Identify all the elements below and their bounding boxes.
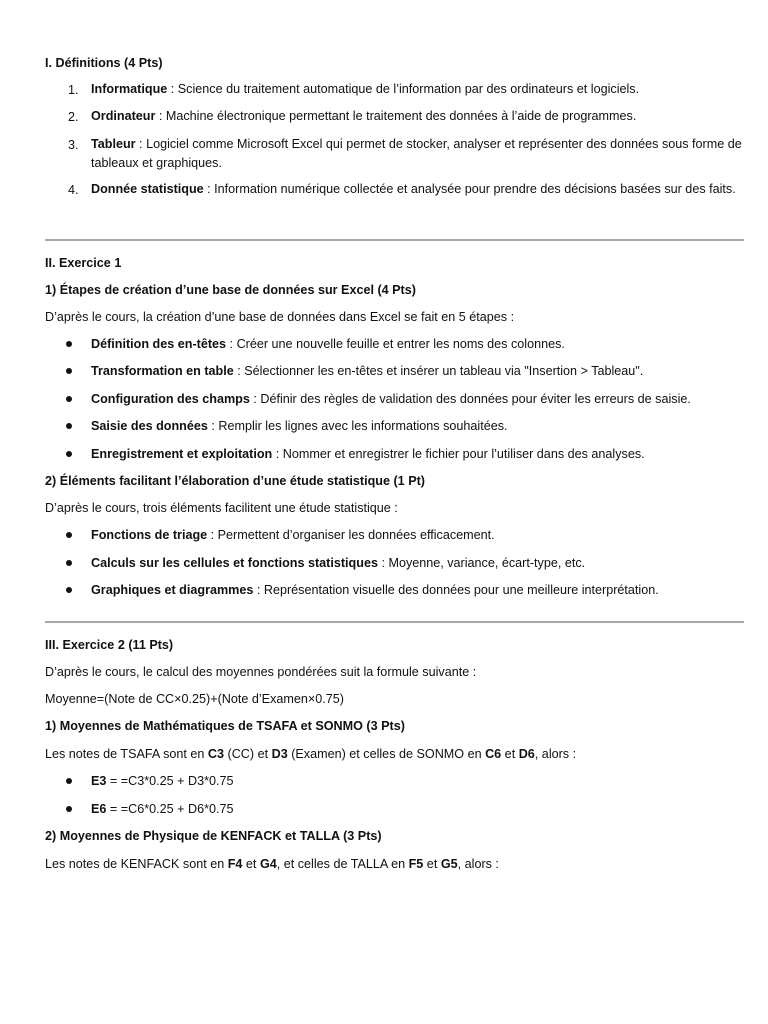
definition-text: Machine électronique permettant le traitement des données à l’aide de programmes. [165, 109, 637, 123]
bullet-dot [66, 423, 72, 429]
list-item: Saisie des données : Remplir les lignes avec les informations souhaitées. [91, 419, 508, 433]
section-title-definitions: I. Définitions (4 Pts) [45, 56, 163, 70]
bullet-dot [66, 532, 72, 538]
section-divider [45, 621, 744, 623]
formula-text: Moyenne=(Note de CC×0.25)+(Note d’Examen×0.75) [45, 692, 344, 706]
question-title: 1) Étapes de création d’une base de données sur Excel (4 Pts) [45, 283, 416, 297]
bullet-dot [66, 451, 72, 457]
formula-item: E3 = =C3*0.25 + D3*0.75 [91, 774, 234, 788]
question-title: 1) Moyennes de Mathématiques de TSAFA et SONMO (3 Pts) [45, 719, 405, 733]
definition-item: Donnée statistique : Information numérique collectée et analysée pour prendre des décisions basées sur des faits. [91, 182, 736, 196]
bullet-dot [66, 587, 72, 593]
definition-number: 3. [68, 138, 79, 152]
question-intro: Les notes de KENFACK sont en F4 et G4, et celles de TALLA en F5 et G5, alors : [45, 857, 499, 871]
definition-number: 1. [68, 83, 79, 97]
list-item: Enregistrement et exploitation : Nommer et enregistrer le fichier pour l’utiliser dans des analyses. [91, 447, 645, 461]
bullet-dot [66, 396, 72, 402]
question-intro: Les notes de TSAFA sont en C3 (CC) et D3 (Examen) et celles de SONMO en C6 et D6, alors : [45, 747, 577, 761]
definition-item: Informatique : Science du traitement automatique de l’information par des ordinateurs et logiciels. [91, 82, 640, 96]
definition-number: 4. [68, 183, 79, 197]
bullet-dot [66, 560, 72, 566]
definition-term: Tableur [91, 137, 136, 151]
question-title: 2) Moyennes de Physique de KENFACK et TALLA (3 Pts) [45, 829, 382, 843]
bullet-dot [66, 341, 72, 347]
formula-item: E6 = =C6*0.25 + D6*0.75 [91, 802, 234, 816]
list-item: Configuration des champs : Définir des règles de validation des données pour éviter les erreurs de saisie. [91, 392, 691, 406]
section-title-exercice-2: III. Exercice 2 (11 Pts) [45, 638, 174, 652]
question-title: 2) Éléments facilitant l’élaboration d’une étude statistique (1 Pt) [45, 474, 425, 488]
definition-text: Logiciel comme Microsoft Excel qui permet de stocker, analyser et représenter des données sous forme de tableaux et graphiques. [91, 137, 742, 170]
list-item: Définition des en-têtes : Créer une nouvelle feuille et entrer les noms des colonnes. [91, 337, 565, 351]
definition-text: Science du traitement automatique de l’information par des ordinateurs et logiciels. [177, 82, 640, 96]
definition-number: 2. [68, 110, 79, 124]
bullet-dot [66, 806, 72, 812]
question-intro: D’après le cours, la création d’une base de données dans Excel se fait en 5 étapes : [45, 310, 515, 324]
list-item: Fonctions de triage : Permettent d’organiser les données efficacement. [91, 528, 495, 542]
definition-text: Information numérique collectée et analysée pour prendre des décisions basées sur des faits. [214, 182, 736, 196]
bullet-dot [66, 368, 72, 374]
list-item: Transformation en table : Sélectionner les en-têtes et insérer un tableau via "Insertion > Tableau". [91, 364, 644, 378]
list-item: Graphiques et diagrammes : Représentation visuelle des données pour une meilleure interprétation. [91, 583, 659, 597]
section-divider [45, 239, 744, 241]
definition-term: Informatique [91, 82, 168, 96]
list-item: Calculs sur les cellules et fonctions statistiques : Moyenne, variance, écart-type, etc. [91, 556, 586, 570]
question-intro: D’après le cours, trois éléments facilitent une étude statistique : [45, 501, 398, 515]
section-title-exercice-1: II. Exercice 1 [45, 256, 122, 270]
definition-term: Ordinateur [91, 109, 156, 123]
section-intro: D’après le cours, le calcul des moyennes pondérées suit la formule suivante : [45, 665, 477, 679]
bullet-dot [66, 778, 72, 784]
definition-term: Donnée statistique [91, 182, 204, 196]
definition-item: Tableur : Logiciel comme Microsoft Excel qui permet de stocker, analyser et représenter des données sous forme de tableaux et graphiques. [91, 137, 742, 170]
definition-item: Ordinateur : Machine électronique permettant le traitement des données à l’aide de programmes. [91, 109, 637, 123]
